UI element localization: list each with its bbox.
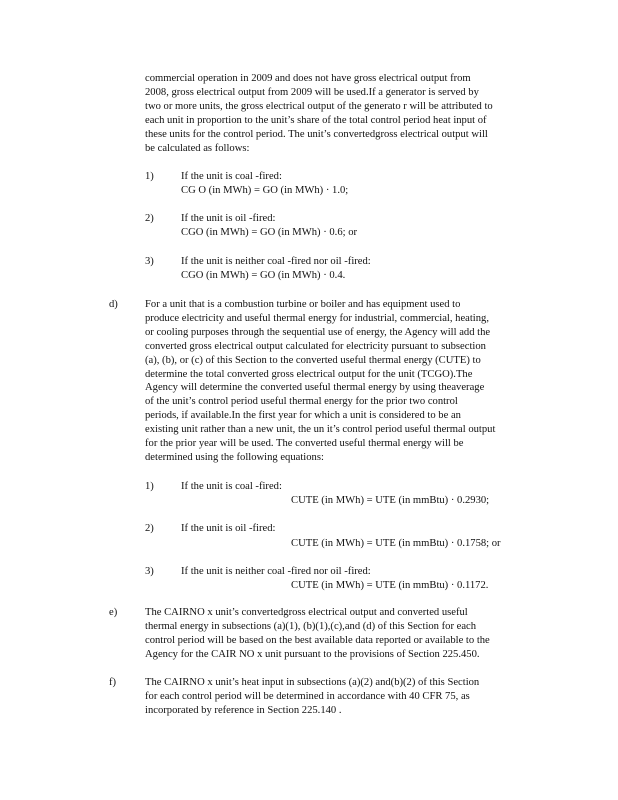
section-e-line: thermal energy in subsections (a)(1), (b)(1),(c),and (d) of this Section for each	[145, 620, 477, 632]
section-e-paragraph	[145, 606, 540, 662]
section-d-line: produce electricity and useful thermal energy for industrial, commercial, heating,	[145, 312, 489, 324]
section-d-line: of the unit’s control period useful thermal energy for the prior two control	[145, 396, 458, 408]
list2-item-1-number: 1)	[145, 481, 154, 492]
section-e-line: The CAIRNO x unit’s convertedgross electrical output and converted useful	[145, 607, 468, 618]
intro-line: two or more units, the gross electrical output of the generato r will be attributed to	[145, 100, 493, 112]
intro-line: 2008, gross electrical output from 2009 will be used.If a generator is served by	[145, 86, 479, 98]
intro-line: be calculated as follows:	[145, 142, 250, 154]
list2-item-3-number: 3)	[145, 566, 154, 577]
intro-line: each unit in proportion to the unit’s share of the total control period heat input of	[145, 114, 487, 126]
section-d-line: periods, if available.In the first year for which a unit is considered to be an	[145, 410, 461, 422]
section-d-paragraph	[145, 298, 540, 465]
list1-item-3-equation: CGO (in MWh) = GO (in MWh) · 0.4.	[181, 270, 346, 281]
intro-paragraph	[145, 72, 540, 155]
section-d-line: For a unit that is a combustion turbine or boiler and has equipment used to	[145, 299, 461, 310]
list2-item-1-condition: If the unit is coal -fired:	[181, 481, 282, 492]
section-f-line: for each control period will be determined in accordance with 40 CFR 75, as	[145, 690, 470, 702]
section-d-line: determined using the following equations:	[145, 451, 324, 463]
list1-item-1-condition: If the unit is coal -fired:	[181, 171, 282, 182]
intro-line: these units for the control period. The unit’s convertedgross electrical output will	[145, 128, 488, 140]
list1-item-2-condition: If the unit is oil -fired:	[181, 213, 276, 224]
list1-item-2-equation: CGO (in MWh) = GO (in MWh) · 0.6; or	[181, 227, 358, 238]
section-f-paragraph	[145, 676, 540, 718]
list1-item-3-condition: If the unit is neither coal -fired nor oil -fired:	[181, 256, 371, 267]
section-d-label: d)	[109, 299, 118, 310]
list2-item-2-equation: CUTE (in MWh) = UTE (in mmBtu) · 0.1758; or	[291, 538, 501, 549]
section-d-line: existing unit rather than a new unit, the un it’s control period useful thermal output	[145, 424, 496, 436]
section-d-line: or cooling purposes through the sequential use of energy, the Agency will add the	[145, 326, 491, 338]
list2-item-3-equation: CUTE (in MWh) = UTE (in mmBtu) · 0.1172.	[291, 580, 489, 591]
section-f-label: f)	[109, 677, 117, 688]
list2-item-2-number: 2)	[145, 523, 154, 534]
section-e-line: control period will be based on the best available data reported or available to the	[145, 634, 490, 646]
list2-item-2-condition: If the unit is oil -fired:	[181, 523, 276, 534]
section-e-label: e)	[109, 607, 118, 618]
section-d-line: determine the total converted gross electrical output for the unit (TCGO).The	[145, 368, 473, 380]
section-d-line: for the prior year will be used. The converted useful thermal energy will be	[145, 438, 464, 450]
list1-item-1-equation: CG O (in MWh) = GO (in MWh) · 1.0;	[181, 185, 349, 196]
section-d-line: (a), (b), or (c) of this Section to the converted useful thermal energy (CUTE) to	[145, 354, 481, 366]
list2-item-3-condition: If the unit is neither coal -fired nor oil -fired:	[181, 566, 371, 577]
section-d-line: Agency will determine the converted useful thermal energy by using theaverage	[145, 382, 485, 394]
section-f-line: The CAIRNO x unit’s heat input in subsections (a)(2) and(b)(2) of this Section	[145, 677, 480, 688]
list1-item-2-number: 2)	[145, 213, 154, 224]
section-d-line: converted gross electrical output calculated for electricity pursuant to subsection	[145, 340, 486, 352]
list1-item-1-number: 1)	[145, 171, 154, 182]
intro-line: commercial operation in 2009 and does not have gross electrical output from	[145, 73, 471, 84]
list1-item-3-number: 3)	[145, 256, 154, 267]
section-e-line: Agency for the CAIR NO x unit pursuant to the provisions of Section 225.450.	[145, 648, 480, 660]
list2-item-1-equation: CUTE (in MWh) = UTE (in mmBtu) · 0.2930;	[291, 495, 490, 506]
section-f-line: incorporated by reference in Section 225.140 .	[145, 704, 342, 716]
